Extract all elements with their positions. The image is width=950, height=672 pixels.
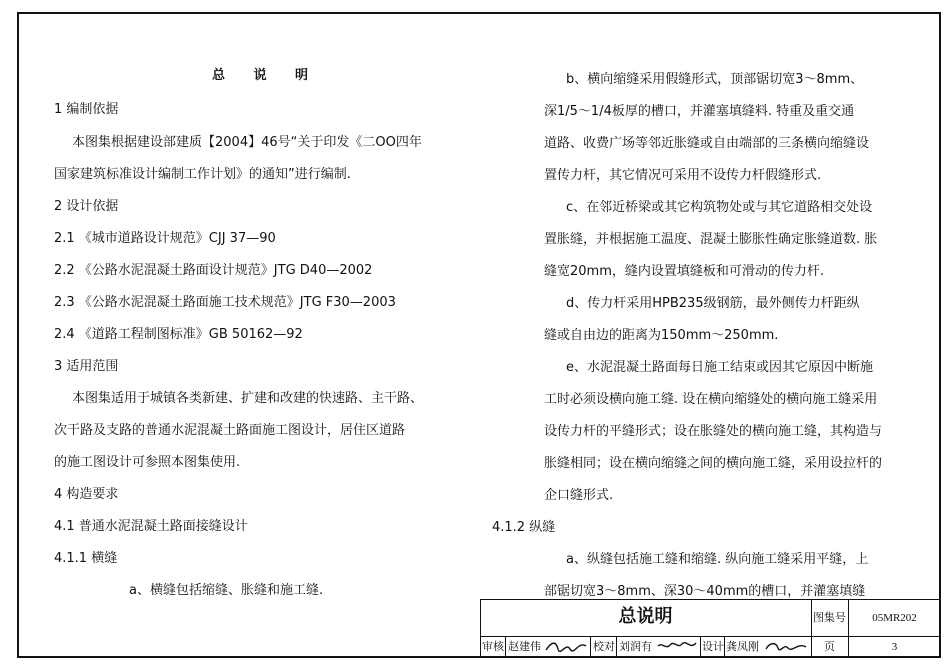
reference-item: 2.2 《公路水泥混凝土路面设计规范》JTG D40—2002	[54, 263, 373, 278]
paragraph-line: a、横缝包括缩缝、胀缝和施工缝.	[129, 583, 324, 598]
section-heading: 1 编制依据	[54, 102, 119, 117]
paragraph-line: 部锯切宽3～8mm、深30～40mm的槽口，并灌塞填缝	[544, 584, 866, 599]
paragraph-line: c、在邻近桥梁或其它构筑物处或与其它道路相交处设	[566, 200, 873, 215]
section-heading: 3 适用范围	[54, 359, 119, 374]
reviewer-signature-icon	[544, 640, 588, 652]
paragraph-line: 道路、收费广场等邻近胀缝或自由端部的三条横向缩缝设	[544, 136, 870, 151]
divider	[700, 636, 701, 658]
paragraph-line: 本图集根据建设部建质【2004】46号“关于印发《二OO四年	[72, 135, 422, 150]
subsection-heading: 4.1.2 纵缝	[492, 520, 556, 535]
section-heading: 4 构造要求	[54, 487, 119, 502]
paragraph-line: a、纵缝包括施工缝和缩缝. 纵向施工缝采用平缝，上	[566, 552, 869, 567]
design-label: 设计	[702, 640, 724, 653]
paragraph-line: b、横向缩缝采用假缝形式，顶部锯切宽3～8mm、	[566, 72, 864, 87]
paragraph-line: 国家建筑标准设计编制工作计划》的通知”进行编制.	[54, 167, 351, 182]
paragraph-line: 次干路及支路的普通水泥混凝土路面施工图设计，居住区道路	[54, 423, 406, 438]
divider	[724, 636, 725, 658]
subsection-heading: 4.1.1 横缝	[54, 551, 118, 566]
paragraph-line: 缝宽20mm，缝内设置填缝板和可滑动的传力杆.	[544, 264, 825, 279]
paragraph-line: 工时必须设横向施工缝. 设在横向缩缝处的横向施工缝采用	[544, 392, 878, 407]
title-block	[480, 599, 941, 658]
designer-signature-icon	[764, 640, 808, 652]
check-label: 校对	[593, 640, 615, 653]
paragraph-line: 本图集适用于城镇各类新建、扩建和改建的快速路、主干路、	[72, 391, 424, 406]
review-label: 审核	[482, 640, 504, 653]
divider	[616, 636, 617, 658]
paragraph-line: 企口缝形式.	[544, 488, 614, 503]
atlas-number-label: 图集号	[813, 611, 846, 624]
checker-name: 刘润有	[619, 640, 652, 653]
paragraph-line: 的施工图设计可参照本图集使用.	[54, 455, 241, 470]
page-title: 总 说 明	[212, 68, 321, 83]
paragraph-line: 深1/5～1/4板厚的槽口，并灌塞填缝料. 特重及重交通	[544, 104, 855, 119]
checker-signature-icon	[656, 640, 698, 652]
paragraph-line: d、传力杆采用HPB235级钢筋，最外侧传力杆距纵	[566, 296, 860, 311]
subsection-heading: 4.1 普通水泥混凝土路面接缝设计	[54, 519, 248, 534]
reference-item: 2.4 《道路工程制图标准》GB 50162—92	[54, 327, 303, 342]
reference-item: 2.1 《城市道路设计规范》CJJ 37—90	[54, 231, 276, 246]
paragraph-line: 置胀缝，并根据施工温度、混凝土膨胀性确定胀缝道数. 胀	[544, 232, 878, 247]
page-label: 页	[824, 640, 835, 653]
drawing-title: 总说明	[618, 606, 673, 627]
divider	[590, 636, 591, 658]
page-number: 3	[891, 641, 898, 653]
divider	[505, 636, 506, 658]
paragraph-line: 置传力杆，其它情况可采用不设传力杆假缝形式.	[544, 168, 822, 183]
paragraph-line: e、水泥混凝土路面每日施工结束或因其它原因中断施	[566, 360, 873, 375]
reference-item: 2.3 《公路水泥混凝土路面施工技术规范》JTG F30—2003	[54, 295, 396, 310]
atlas-number: 05MR202	[872, 612, 917, 624]
designer-name: 龚凤刚	[726, 640, 759, 653]
paragraph-line: 设传力杆的平缝形式；设在胀缝处的横向施工缝，其构造与	[544, 424, 883, 439]
paragraph-line: 胀缝相同；设在横向缩缝之间的横向施工缝，采用设拉杆的	[544, 456, 883, 471]
paragraph-line: 缝或自由边的距离为150mm～250mm.	[544, 328, 779, 343]
reviewer-name: 赵建伟	[508, 640, 541, 653]
section-heading: 2 设计依据	[54, 199, 119, 214]
